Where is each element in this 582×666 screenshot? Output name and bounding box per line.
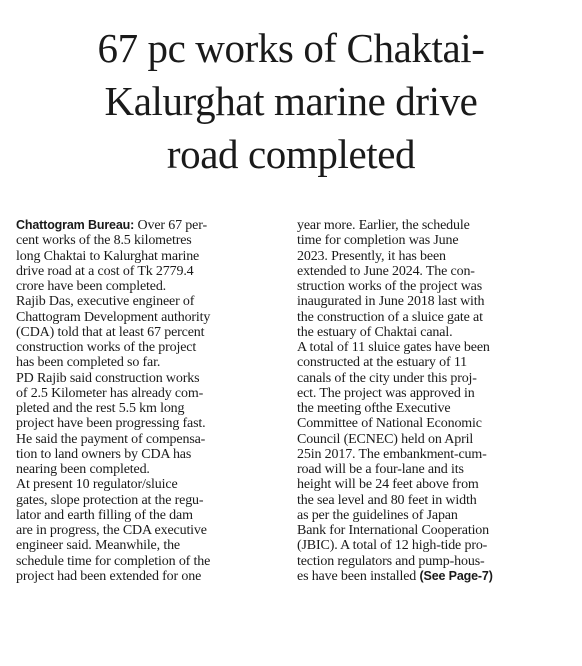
article-line: project have been progressing fast.	[16, 416, 206, 432]
article-line: PD Rajib said construction works	[16, 370, 200, 386]
article-line: lator and earth filling of the dam	[16, 507, 193, 523]
article-line: extended to June 2024. The con-	[297, 263, 475, 279]
article-line: project had been extended for one	[16, 568, 202, 584]
article-line: road will be a four-lane and its	[297, 462, 464, 477]
article-column-left	[16, 218, 288, 584]
article-line: Committee of National Economic	[297, 416, 482, 432]
article-line-text: es have been installed	[297, 568, 420, 584]
article-line: nearing been completed.	[16, 462, 150, 477]
article-line: tion to land owners by CDA has	[16, 446, 192, 462]
article-line: drive road at a cost of Tk 2779.4	[16, 263, 194, 279]
article-line: the construction of a sluice gate at	[297, 309, 483, 325]
article-line: time for completion was June	[297, 233, 459, 249]
headline	[0, 22, 582, 181]
article-line: At present 10 regulator/sluice	[16, 477, 178, 493]
article-line: Chattogram Development authority	[16, 309, 211, 325]
article-line	[297, 569, 572, 584]
article-line: year more. Earlier, the schedule	[297, 218, 470, 233]
article-line: (CDA) told that at least 67 percent	[16, 324, 205, 340]
article-line: gates, slope protection at the regu-	[16, 492, 204, 508]
article-line: crore have been completed.	[16, 279, 167, 294]
continuation-reference: (See Page-7)	[419, 568, 493, 583]
article-line: the sea level and 80 feet in width	[297, 492, 477, 508]
article-line: Rajib Das, executive engineer of	[16, 294, 195, 310]
headline-line-2: Kalurghat marine drive	[104, 78, 478, 124]
article-line: long Chaktai to Kalurghat marine	[16, 248, 200, 264]
article-line: has been completed so far.	[16, 355, 161, 371]
article-line: 25in 2017. The embankment-cum-	[297, 446, 487, 462]
article-line: struction works of the project was	[297, 279, 483, 294]
article-line-text: Over 67 per-	[134, 218, 207, 233]
article-line: He said the payment of compensa-	[16, 431, 206, 447]
article-line: of 2.5 Kilometer has already com-	[16, 385, 204, 401]
article-line: schedule time for completion of the	[16, 553, 211, 569]
headline-line-1: 67 pc works of Chaktai-	[97, 25, 485, 71]
article-line: Bank for International Cooperation	[297, 523, 490, 538]
article-line: are in progress, the CDA executive	[16, 523, 207, 538]
article-line: canals of the city under this proj-	[297, 370, 477, 386]
article-line: tection regulators and pump-hous-	[297, 553, 485, 569]
article-line: height will be 24 feet above from	[297, 477, 479, 493]
byline: Chattogram Bureau:	[16, 218, 135, 232]
article-line: pleted and the rest 5.5 km long	[16, 401, 185, 416]
article-line: cent works of the 8.5 kilometres	[16, 233, 192, 249]
headline-line-3: road completed	[166, 131, 416, 177]
article-line: engineer said. Meanwhile, the	[16, 538, 180, 554]
article-column-right	[297, 218, 572, 584]
article-line: the meeting ofthe Executive	[297, 401, 451, 416]
article-line: Council (ECNEC) held on April	[297, 431, 474, 447]
article-line: constructed at the estuary of 11	[297, 355, 468, 371]
article-line: (JBIC). A total of 12 high-tide pro-	[297, 538, 488, 554]
article-line: A total of 11 sluice gates have been	[297, 340, 490, 355]
article-line: as per the guidelines of Japan	[297, 507, 458, 523]
article-line: inaugurated in June 2018 last with	[297, 294, 485, 310]
article-line	[16, 218, 288, 233]
article-line: construction works of the project	[16, 340, 197, 355]
article-line: 2023. Presently, it has been	[297, 248, 446, 264]
article-line: ect. The project was approved in	[297, 385, 475, 401]
article-line: the estuary of Chaktai canal.	[297, 324, 453, 340]
